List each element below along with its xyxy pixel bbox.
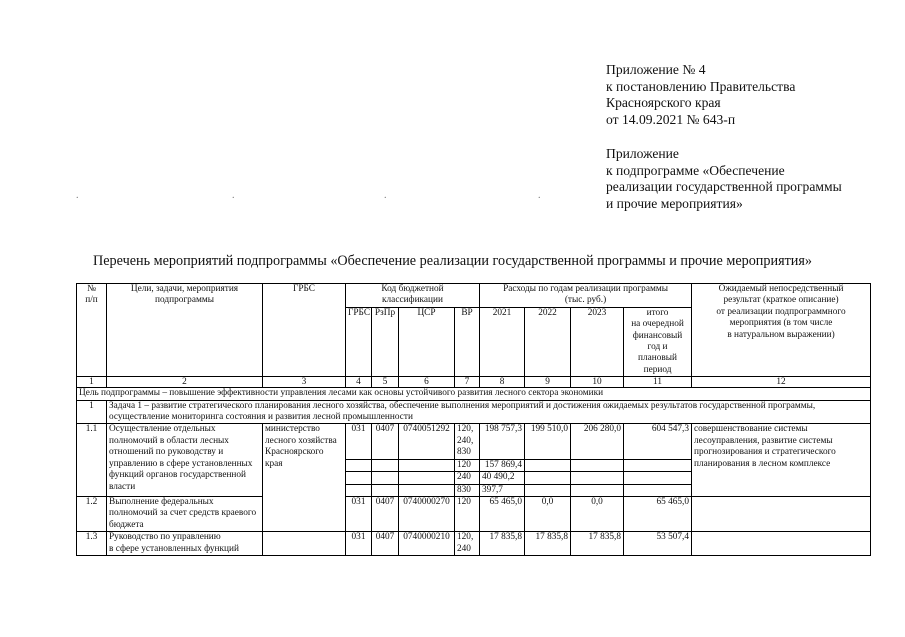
row-2022: 17 835,8	[525, 532, 571, 556]
header-goals: Цели, задачи, мероприятия подпрограммы	[107, 284, 263, 377]
row-grbs-code: 031	[346, 496, 372, 531]
row-2021: 65 465,0	[480, 496, 525, 531]
column-number: 12	[692, 377, 871, 388]
row-2023: 0,0	[571, 496, 624, 531]
column-number: 6	[399, 377, 455, 388]
appendix-line: реализации государственной программы	[606, 179, 842, 194]
subrow-vr: 120	[455, 459, 480, 471]
appendix-line: и прочие мероприятия»	[606, 195, 743, 211]
row-rzpr: 0407	[372, 496, 399, 531]
appendix-line: от 14.09.2021 № 643-п	[606, 111, 736, 127]
column-number: 11	[624, 377, 692, 388]
row-result: совершенствование системы лесоуправления, развитие системы прогнозирования и стратегического планирования в лесном комплексе	[692, 424, 871, 496]
column-number: 3	[263, 377, 346, 388]
subheader-vr: ВР	[455, 307, 480, 376]
appendix-heading	[606, 62, 896, 230]
subrow-vr: 240	[455, 472, 480, 484]
row-num: 1.3	[77, 532, 107, 556]
page-title: Перечень мероприятий подпрограммы «Обеспечение реализации государственной программы и прочие мероприятия»	[92, 253, 813, 269]
row-num: 1.1	[77, 424, 107, 496]
column-number: 8	[480, 377, 525, 388]
appendix-line: Красноярского края	[606, 95, 721, 110]
appendix-block-subprogram	[606, 146, 896, 212]
header-budget-code: Код бюджетной классификации	[346, 284, 480, 308]
row-grbs: министерство лесного хозяйства Красноярского края	[263, 424, 346, 532]
header-result: Ожидаемый непосредственный результат (краткое описание) от реализации подпрограммного мероприятия (в том числе в натуральном выражении)	[692, 284, 871, 377]
scan-dot: .	[76, 190, 79, 201]
row-name: Руководство по управлению в сфере установленных функций	[107, 532, 263, 556]
column-number: 10	[571, 377, 624, 388]
column-number-row	[77, 377, 871, 388]
column-number: 4	[346, 377, 372, 388]
row-csr: 0740000210	[399, 532, 455, 556]
appendix-block-decree	[606, 62, 896, 128]
subheader-2021: 2021	[480, 307, 525, 376]
column-number: 2	[107, 377, 263, 388]
subrow-vr: 830	[455, 484, 480, 496]
header-grbs: ГРБС	[263, 284, 346, 377]
subrow-2021: 397,7	[480, 484, 525, 496]
table-header-row	[77, 284, 871, 308]
task-text: Задача 1 – развитие стратегического планирования лесного хозяйства, обеспечение выполнения мероприятий и достижения ожидаемых результатов государственной программы, осуществление мониторинга состояния и развития лесной промышленности	[107, 400, 871, 424]
goal-text: Цель подпрограммы – повышение эффективности управления лесами как основы устойчивого развития лесного сектора экономики	[77, 388, 871, 400]
row-num: 1.2	[77, 496, 107, 531]
header-expenses: Расходы по годам реализации программы (тыс. руб.)	[480, 284, 692, 308]
table-row	[77, 496, 871, 531]
subrow-2021: 40 490,2	[480, 472, 525, 484]
row-vr: 120	[455, 496, 480, 531]
row-csr: 0740000270	[399, 496, 455, 531]
subheader-2022: 2022	[525, 307, 571, 376]
row-total: 53 507,4	[624, 532, 692, 556]
row-name: Выполнение федеральных полномочий за счет средств краевого бюджета	[107, 496, 263, 531]
subrow-2021: 157 869,4	[480, 459, 525, 471]
row-total: 604 547,3	[624, 424, 692, 459]
row-2022: 199 510,0	[525, 424, 571, 459]
subheader-csr: ЦСР	[399, 307, 455, 376]
table-row	[77, 424, 871, 459]
row-vr: 120, 240, 830	[455, 424, 480, 459]
scan-dot: .	[538, 190, 541, 201]
row-result	[692, 496, 871, 531]
appendix-line: Приложение	[606, 146, 679, 161]
row-grbs	[263, 532, 346, 556]
subheader-rzpr: РзПр	[372, 307, 399, 376]
column-number: 5	[372, 377, 399, 388]
task-num: 1	[77, 400, 107, 424]
appendix-line: к подпрограмме «Обеспечение	[606, 162, 785, 178]
row-name: Осуществление отдельных полномочий в области лесных отношений по руководству и управлению в сфере установленных функций органов государственной власти	[107, 424, 263, 496]
row-2023: 17 835,8	[571, 532, 624, 556]
row-result	[692, 532, 871, 556]
row-rzpr: 0407	[372, 424, 399, 459]
row-2023: 206 280,0	[571, 424, 624, 459]
row-2022: 0,0	[525, 496, 571, 531]
row-grbs-code: 031	[346, 532, 372, 556]
scan-dot: .	[384, 190, 387, 201]
goal-row	[77, 388, 871, 400]
row-csr: 0740051292	[399, 424, 455, 459]
row-total: 65 465,0	[624, 496, 692, 531]
column-number: 1	[77, 377, 107, 388]
measures-table	[76, 283, 871, 556]
table-row	[77, 532, 871, 556]
appendix-line: Приложение № 4	[606, 62, 706, 77]
column-number: 7	[455, 377, 480, 388]
subheader-grbs: ГРБС	[346, 307, 372, 376]
row-grbs-code: 031	[346, 424, 372, 459]
row-2021: 17 835,8	[480, 532, 525, 556]
subheader-total: итого на очередной финансовый год и плановый период	[624, 307, 692, 376]
row-rzpr: 0407	[372, 532, 399, 556]
column-number: 9	[525, 377, 571, 388]
task-row	[77, 400, 871, 424]
appendix-line: к постановлению Правительства	[606, 78, 796, 94]
header-num: № п/п	[77, 284, 107, 377]
scan-dot: .	[232, 190, 235, 201]
row-2021: 198 757,3	[480, 424, 525, 459]
subheader-2023: 2023	[571, 307, 624, 376]
row-vr: 120, 240	[455, 532, 480, 556]
